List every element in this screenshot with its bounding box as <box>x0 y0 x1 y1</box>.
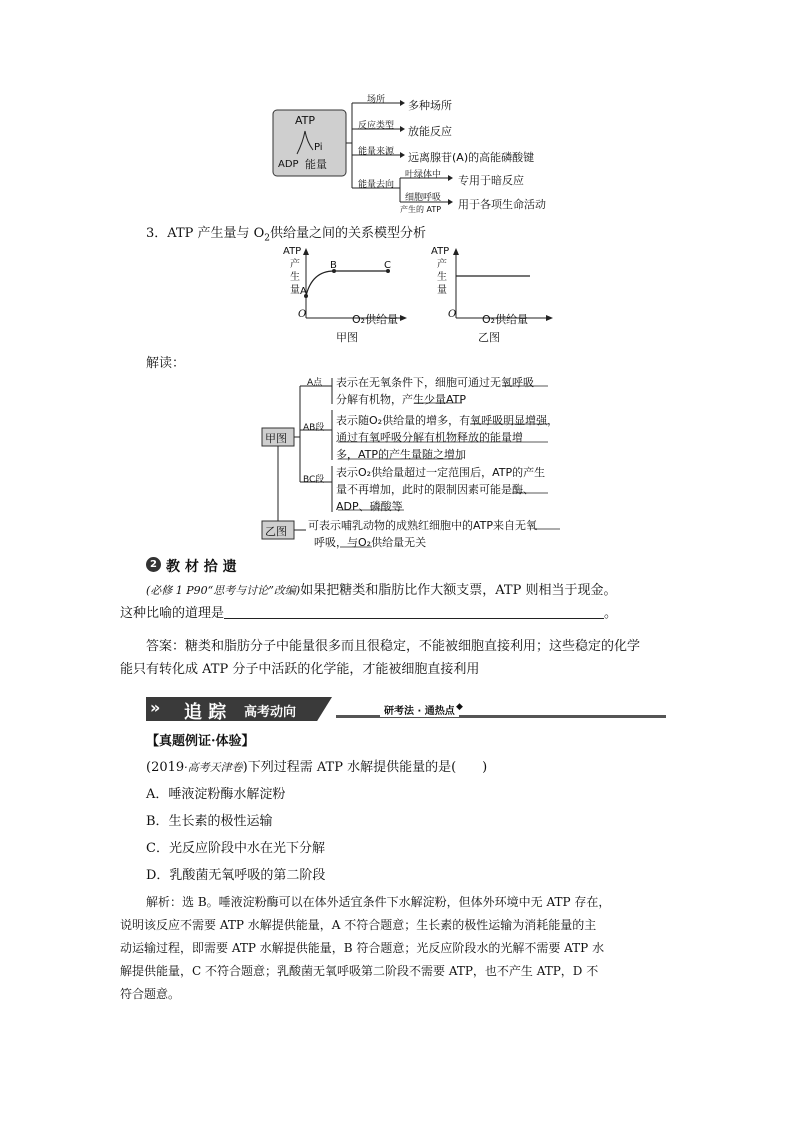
jiaocai-number-icon: 2 <box>146 557 161 572</box>
diamond-icon: ◆ <box>456 702 463 712</box>
option-c[interactable]: C．光反应阶段中水在光下分解 <box>146 841 325 856</box>
chart1-point-c-label: C <box>384 260 391 271</box>
branch-label-reaction-type: 反应类型 <box>358 121 395 131</box>
branch-value-energy-source: 远离腺苷(A)的高能磷酸键 <box>408 151 535 164</box>
banner-dark-block <box>146 697 332 721</box>
branch-value-reaction-type: 放能反应 <box>408 125 452 138</box>
section-banner <box>146 697 676 721</box>
jiedu-label: 解读： <box>146 356 186 371</box>
explanation: 解析：选 B。唾液淀粉酶可以在体外适宜条件下水解淀粉，但体外环境中无 ATP 存在， 说明该反应不需要 ATP 水解提供能量，A 不符合题意；生长素的极性运输为消耗能量的主 动运输过程，即需要 ATP 水解提供能量，B 符合题意；光反应阶段水的光解不需要 ATP 水 解提供能量，C 不符合题意；乳酸菌无氧呼吸第二阶段不需要 ATP，也不产生 ATP，D 不 符合题意。 <box>120 895 611 1001</box>
adp-label: ADP <box>278 159 299 170</box>
sub-label-respiration-2: 产生的 ATP <box>400 205 442 214</box>
jiaocai-question-line2: 这种比喻的道理是 。 <box>120 606 618 621</box>
chart2-ylabel-rest: 产 生 量 <box>437 259 447 296</box>
sub-label-respiration: 细胞呼吸 <box>405 193 442 203</box>
chart2-title: 乙图 <box>478 331 500 344</box>
jiaocai-title: 教 材 拾 遗 <box>166 559 237 575</box>
jiaocai-answer-line1: 答案：糖类和脂肪分子中能量很多而且很稳定，不能被细胞直接利用；这些稳定的化学 <box>146 639 641 654</box>
sub-label-chloroplast: 叶绿体中 <box>405 170 442 180</box>
a-point-text: 表示在无氧条件下，细胞可通过无氧呼吸 分解有机物，产生少量ATP <box>336 376 534 406</box>
bc-segment-label: BC段 <box>303 475 325 485</box>
branch-label-location: 场所 <box>367 95 386 105</box>
jiaocai-answer-line2: 能只有转化成 ATP 分子中活跃的化学能，才能被细胞直接利用 <box>120 662 480 677</box>
option-d[interactable]: D．乳酸菌无氧呼吸的第二阶段 <box>146 868 326 883</box>
pi-label: Pi <box>314 142 323 153</box>
yi-text: 可表示哺乳动物的成熟红细胞中的ATP来自无氧 呼吸，与O₂供给量无关 <box>308 519 538 549</box>
option-b[interactable]: B．生长素的极性运输 <box>146 814 273 829</box>
chart1-xlabel: O₂供给量 <box>352 313 399 326</box>
answer-blank[interactable] <box>224 604 604 619</box>
sub-value-chloroplast: 专用于暗反应 <box>458 174 524 187</box>
jiaocai-source: (必修 1 P90“思考与讨论”改编) <box>146 584 301 597</box>
ab-segment-text: 表示随O₂供给量的增多，有氧呼吸明显增强， 通过有氧呼吸分解有机物释放的能量增 多，ATP的产生量随之增加 <box>336 414 559 461</box>
banner-title: 追 踪 <box>184 702 227 723</box>
option-a[interactable]: A．唾液淀粉酶水解淀粉 <box>146 787 286 802</box>
jiaocai-question-line1: (必修 1 P90“思考与讨论”改编)如果把糖类和脂肪比作大额支票，ATP 则相当于现金。 <box>146 583 617 598</box>
section-3-title: 3．ATP 产生量与 $O_2$供给量之间的关系模型分析 <box>146 226 427 244</box>
chart2-origin: O <box>448 309 457 320</box>
branch-label-energy-source: 能量来源 <box>358 147 395 157</box>
double-chevron-icon: » <box>150 698 161 717</box>
ab-segment-label: AB段 <box>303 423 325 433</box>
branch-value-location: 多种场所 <box>408 99 452 112</box>
chart1-ylabel-rest: 产 生 量 <box>290 259 300 296</box>
bc-segment-text: 表示O₂供给量超过一定范围后，ATP的产生 量不再增加，此时的限制因素可能是酶、 ADP、磷酸等 <box>336 466 546 513</box>
chart1-title: 甲图 <box>336 331 358 344</box>
chart2-xlabel: O₂供给量 <box>482 313 529 326</box>
question-tag: 【真题例证·体验】 <box>146 734 255 749</box>
chart2-ylabel-atp: ATP <box>431 246 450 257</box>
banner-subtitle: 高考动向 <box>244 705 297 720</box>
question-stem: (2019·高考天津卷)下列过程需 ATP 水解提供能量的是( ) <box>146 760 488 775</box>
jia-label: 甲图 <box>265 432 287 445</box>
branch-label-energy-destination: 能量去向 <box>358 180 395 190</box>
yi-label: 乙图 <box>265 525 287 538</box>
energy-label: 能量 <box>305 158 327 171</box>
banner-right-text: 研考法 · 通热点 <box>380 702 459 717</box>
chart1-point-b-label: B <box>330 260 337 271</box>
chart1-ylabel-atp: ATP <box>283 246 302 257</box>
chart1-point-a-label: A <box>300 286 307 297</box>
a-point-label: A点 <box>307 378 323 388</box>
sub-value-respiration: 用于各项生命活动 <box>458 198 546 211</box>
atp-label: ATP <box>295 114 316 127</box>
chart1-origin: O <box>298 309 307 320</box>
